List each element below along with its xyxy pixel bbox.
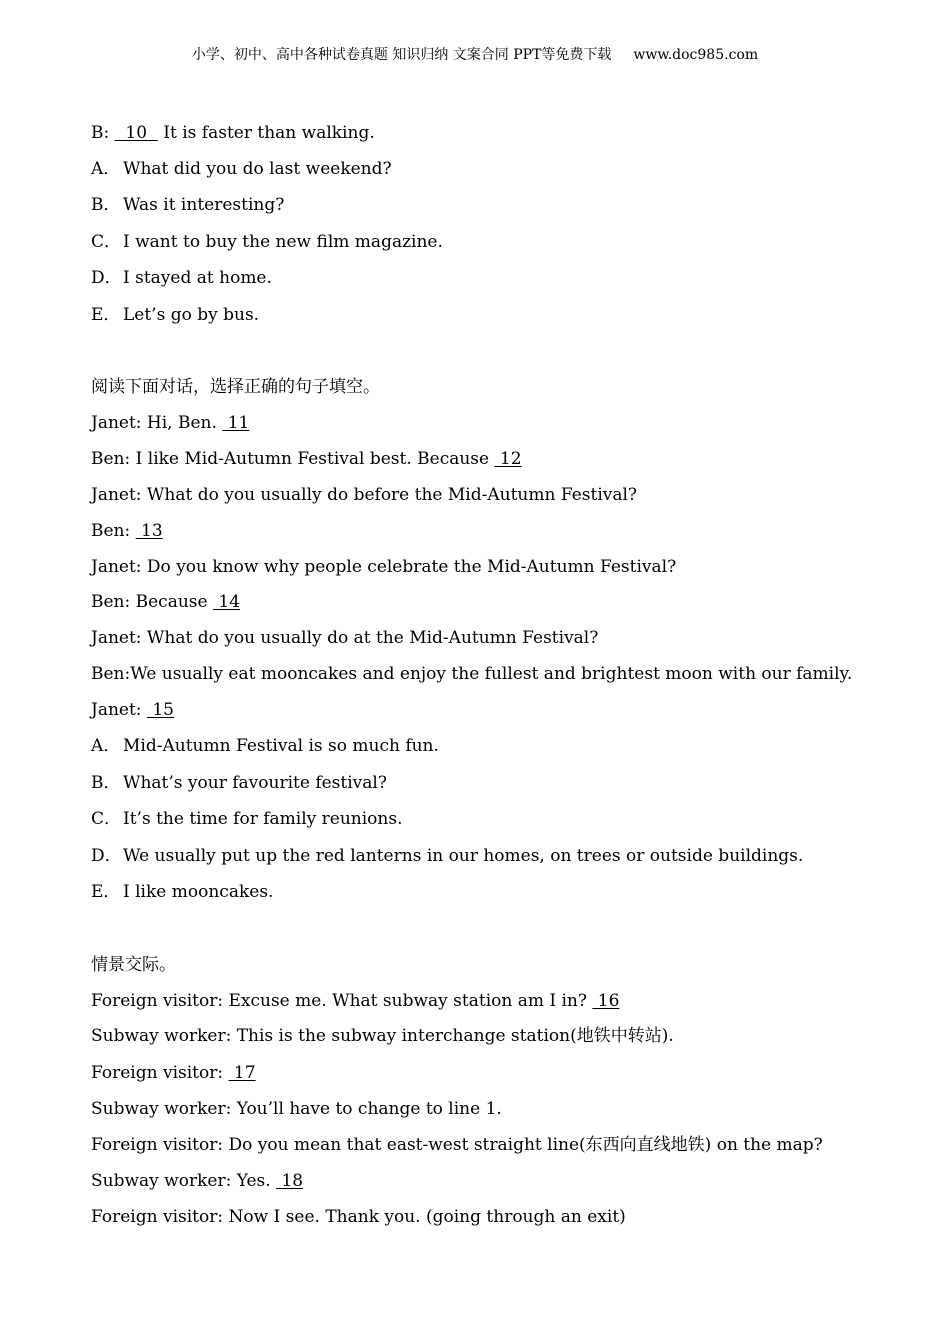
header-text: 小学、初中、高中各种试卷真题 知识归纳 文案合同 PPT等免费下载 bbox=[191, 47, 612, 63]
section-instruction: 情景交际。 bbox=[91, 955, 176, 975]
dialogue-line bbox=[91, 520, 163, 542]
option-text: I like mooncakes. bbox=[123, 882, 274, 902]
option-text: Mid-Autumn Festival is so much fun. bbox=[123, 736, 439, 756]
option-letter: A． bbox=[91, 159, 121, 179]
line-prefix: Janet: What do you usually do before the Mid-Autumn Festival? bbox=[91, 485, 638, 505]
option-text: I stayed at home. bbox=[123, 268, 272, 288]
option-text: What’s your favourite festival? bbox=[123, 773, 387, 793]
option-letter: E． bbox=[91, 882, 121, 902]
dialogue-line bbox=[91, 663, 852, 685]
option-b bbox=[91, 772, 387, 794]
line-prefix: Foreign visitor: Now I see. Thank you. (going through an exit) bbox=[91, 1207, 626, 1227]
line-prefix: Ben: I like Mid-Autumn Festival best. Because bbox=[91, 449, 495, 469]
option-letter: C． bbox=[91, 232, 122, 252]
answer-blank: 11 bbox=[222, 413, 250, 433]
dialogue-line bbox=[91, 122, 375, 144]
option-e bbox=[91, 881, 273, 903]
line-prefix: Foreign visitor: Excuse me. What subway station am I in? bbox=[91, 991, 593, 1011]
option-e bbox=[91, 304, 259, 326]
option-letter: E． bbox=[91, 305, 121, 325]
dialogue-line bbox=[91, 990, 619, 1012]
line-prefix: Ben: Because bbox=[91, 592, 213, 612]
dialogue-line bbox=[91, 1098, 502, 1120]
dialogue-line bbox=[91, 1134, 823, 1156]
option-text: What did you do last weekend? bbox=[123, 159, 392, 179]
answer-blank: 13 bbox=[135, 521, 163, 541]
option-letter: B． bbox=[91, 195, 121, 215]
answer-blank: 18 bbox=[276, 1171, 304, 1191]
option-a bbox=[91, 735, 439, 757]
line-prefix: Subway worker: This is the subway interchange station(地铁中转站). bbox=[91, 1026, 674, 1046]
line-prefix: Janet: What do you usually do at the Mid-Autumn Festival? bbox=[91, 628, 599, 648]
option-letter: B． bbox=[91, 773, 121, 793]
dialogue-line bbox=[91, 484, 637, 506]
dialogue-line bbox=[91, 412, 249, 434]
answer-blank: 14 bbox=[212, 592, 241, 612]
line-prefix: Subway worker: Yes. bbox=[91, 1171, 277, 1191]
dialogue-line bbox=[91, 556, 676, 578]
line-prefix: Janet: bbox=[91, 700, 147, 720]
dialogue-line bbox=[91, 591, 240, 613]
option-b bbox=[91, 194, 284, 216]
option-text: We usually put up the red lanterns in our homes, on trees or outside buildings. bbox=[123, 846, 804, 866]
dialogue-line bbox=[91, 627, 598, 649]
line-prefix: Subway worker: You’ll have to change to line 1. bbox=[91, 1099, 502, 1119]
answer-blank: 12 bbox=[494, 449, 522, 469]
option-text: Let’s go by bus. bbox=[123, 305, 260, 325]
line-prefix: Foreign visitor: bbox=[91, 1063, 229, 1083]
option-text: I want to buy the new film magazine. bbox=[123, 232, 443, 252]
answer-blank: 17 bbox=[228, 1063, 256, 1083]
section-instruction: 阅读下面对话，选择正确的句子填空。 bbox=[91, 377, 380, 397]
answer-blank: 10 bbox=[114, 123, 158, 143]
option-letter: D． bbox=[91, 268, 122, 288]
dialogue-line bbox=[91, 1025, 674, 1047]
option-text: Was it interesting? bbox=[123, 195, 285, 215]
dialogue-line bbox=[91, 448, 522, 470]
dialogue-line bbox=[91, 699, 174, 721]
line-prefix: Janet: Hi, Ben. bbox=[91, 413, 223, 433]
page-header bbox=[0, 45, 950, 65]
option-c bbox=[91, 808, 403, 830]
dialogue-line bbox=[91, 1170, 303, 1192]
header-site: www.doc985.com bbox=[633, 47, 759, 63]
answer-blank: 16 bbox=[592, 991, 620, 1011]
option-a bbox=[91, 158, 392, 180]
line-prefix: Janet: Do you know why people celebrate the Mid-Autumn Festival? bbox=[91, 557, 677, 577]
option-d bbox=[91, 845, 803, 867]
line-prefix: B: bbox=[91, 123, 115, 143]
line-prefix: Ben:We usually eat mooncakes and enjoy the fullest and brightest moon with our family. bbox=[91, 664, 853, 684]
answer-blank: 15 bbox=[146, 700, 174, 720]
dialogue-line bbox=[91, 1206, 626, 1228]
dialogue-line bbox=[91, 1062, 256, 1084]
option-text: It’s the time for family reunions. bbox=[123, 809, 403, 829]
line-suffix: It is faster than walking. bbox=[157, 123, 375, 143]
option-c bbox=[91, 231, 443, 253]
option-d bbox=[91, 267, 272, 289]
option-letter: D． bbox=[91, 846, 122, 866]
line-prefix: Ben: bbox=[91, 521, 136, 541]
line-prefix: Foreign visitor: Do you mean that east-west straight line(东西向直线地铁) on the map? bbox=[91, 1135, 823, 1155]
option-letter: C． bbox=[91, 809, 122, 829]
option-letter: A． bbox=[91, 736, 121, 756]
